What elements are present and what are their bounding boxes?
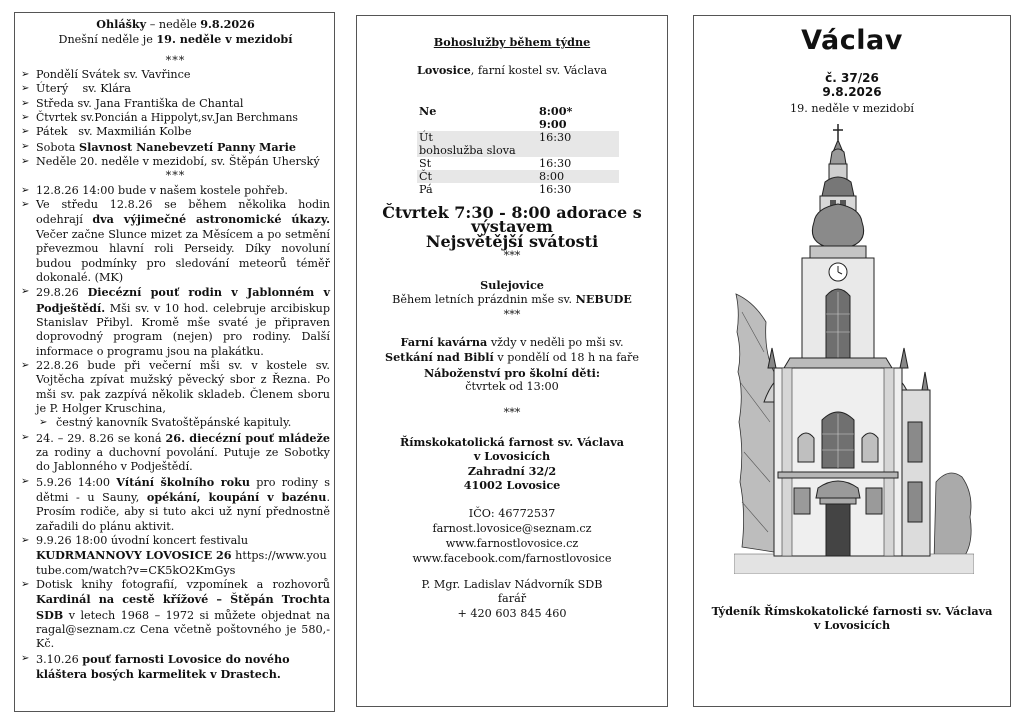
email-link[interactable]: farnost.lovosice@seznam.cz <box>432 522 592 535</box>
ico: IČO: 46772537 <box>468 507 556 520</box>
schedule-time: 8:00* <box>539 104 573 118</box>
schedule-time: 16:30 <box>537 131 619 144</box>
facebook-link[interactable]: www.facebook.com/farnostlovosice <box>412 552 612 565</box>
announcement-subitem: ➢ čestný kanovník Svatoštěpánské kapituly. <box>39 416 292 430</box>
services-heading: Bohoslužby během týdne <box>433 35 591 49</box>
announcement-item: ➢ Dotisk knihy fotografií, vzpomínek a rozhovorů Kardinál na cestě křížové – Štěpán Trochta SDB v letech 1968 – 1972 si můžete objednat na ragal@seznam.cz Cena včetně poštovného je 580,- Kč. <box>21 578 330 651</box>
website-link[interactable]: www.farnostlovosice.cz <box>445 537 579 550</box>
schedule-row <box>417 183 619 196</box>
schedule-day <box>417 118 537 131</box>
schedule-day: Čt <box>417 170 537 183</box>
schedule-row <box>417 170 619 183</box>
arrow-bullet-icon: ➢ <box>21 83 30 95</box>
announcements-panel <box>14 12 335 712</box>
announcement-item: ➢ 5.9.26 14:00 Vítání školního roku pro rodiny s dětmi - u Sauny, opékání, koupání v bazénu. Prosím rodiče, aby si tuto akci už nyní přednostně zařadili do plánu aktivit. <box>21 474 330 533</box>
announcement-item: ➢ 3.10.26 pouť farnosti Lovosice do nového kláštera bosých karmelitek v Drastech. <box>21 651 290 682</box>
arrow-bullet-icon: ➢ <box>21 184 30 196</box>
cover-panel <box>693 15 1011 707</box>
footer-line-1: Týdeník Římskokatolické farnosti sv. Václava <box>711 604 993 618</box>
week-item: ➢ Sobota Slavnost Nanebevzetí Panny Marie <box>21 139 296 154</box>
arrow-bullet-icon: ➢ <box>21 156 30 168</box>
parish-contacts <box>357 506 667 566</box>
week-item: ➢ Úterý sv. Klára <box>21 82 131 96</box>
services-location: Lovosice, farní kostel sv. Václava <box>417 63 607 77</box>
schedule-row <box>417 118 619 131</box>
schedule-time: 8:00 <box>537 170 619 183</box>
church-illustration <box>734 122 974 574</box>
announcement-item: ➢ 22.8.26 bude při večerní mši sv. v kostele sv. Vojtěcha zpívat mužský pěvecký sbor z Řezna. Po mši sv. pak zazpívá několik skladeb. Členem sboru je P. Holger Kruschina, <box>21 358 330 415</box>
activities-section: Farní kavárna vždy v neděli po mši sv. Setkání nad Biblí v pondělí od 18 h na faře Náboženství pro školní děti: čtvrtek od 13:00 <box>384 335 640 394</box>
arrow-bullet-icon: ➢ <box>21 535 30 547</box>
week-item: ➢ Středa sv. Jana Františka de Chantal <box>21 96 244 110</box>
schedule-day: bohoslužba slova <box>417 144 537 157</box>
schedule-row <box>417 105 619 118</box>
sulejovice-section: Sulejovice Během letních prázdnin mše sv. NEBUDE *** <box>392 278 632 321</box>
adoration-note: Čtvrtek 7:30 - 8:00 adorace s výstavem Nejsvětější svátosti <box>382 203 642 251</box>
bulletin-title: Václav <box>801 25 903 56</box>
schedule-time: 16:30 <box>539 183 572 196</box>
announcement-item: ➢ 9.9.26 18:00 úvodní koncert festivalu KUDRMANNOVY LOVOSICE 26 https://www.youtube.com/watch?v=CK5kO2KmGys <box>21 534 327 577</box>
schedule-time: 16:30 <box>539 157 572 170</box>
arrow-bullet-icon: ➢ <box>21 359 30 371</box>
youtube-link[interactable]: https://www.youtube.com/watch?v=CK5kO2KmGys <box>36 549 327 577</box>
schedule-day: St <box>419 157 432 170</box>
schedule-day: Út <box>417 131 537 144</box>
arrow-bullet-icon: ➢ <box>21 475 30 487</box>
announcement-item: ➢ 29.8.26 Diecézní pouť rodin v Jablonném v Podještědí. Mši sv. v 10 hod. celebruje arcibiskup Stanislav Přibyl. Kromě mše svaté je připraven doprovodný program (nejen) pro rodiny. Další informace o programu jsou na plakátku. <box>21 285 330 358</box>
footer-line-2: v Lovosicích <box>813 618 891 632</box>
schedule-row <box>417 131 619 144</box>
issue-date: 9.8.2026 <box>822 85 882 99</box>
arrow-bullet-icon: ➢ <box>21 112 30 124</box>
current-sunday: Dnešní neděle je 19. neděle v mezidobí <box>58 32 293 47</box>
priest-info: P. Mgr. Ladislav Nádvorník SDB farář + 420 603 845 460 <box>357 578 667 621</box>
week-item: ➢ Pondělí Svátek sv. Vavřince <box>21 68 191 82</box>
phone-number: + 420 603 845 460 <box>457 606 567 620</box>
schedule-row <box>417 157 619 170</box>
announcements-header: Ohlášky – neděle 9.8.2026 <box>96 17 255 31</box>
parish-address: Římskokatolická farnost sv. Václava v Lovosicích Zahradní 32/2 41002 Lovosice <box>399 435 625 493</box>
arrow-bullet-icon: ➢ <box>21 69 30 81</box>
arrow-bullet-icon: ➢ <box>21 286 30 298</box>
announcement-item: ➢ Ve středu 12.8.26 se během několika hodin odehrají dva výjimečné astronomické úkazy. Večer začne Slunce mizet za Měsícem a po setmění převezmou hlavní roli Perseidy. Díky novoluní budou podmínky pro sledování meteorů téměř dokonalé. (MK) <box>21 198 331 284</box>
arrow-bullet-icon: ➢ <box>21 652 30 664</box>
schedule-time: 9:00 <box>539 117 567 131</box>
announcement-item: ➢ 24. – 29. 8.26 se koná 26. diecézní pouť mládeže za rodiny a duchovní povolání. Putuje ze Sobotky do Jablonného v Podještědí. <box>21 430 330 474</box>
arrow-bullet-icon: ➢ <box>21 199 30 211</box>
schedule-day: Pá <box>419 183 433 196</box>
issue-sunday: 19. neděle v mezidobí <box>790 102 914 115</box>
arrow-bullet-icon: ➢ <box>21 126 30 138</box>
week-item: ➢ Čtvrtek sv.Poncián a Hippolyt,sv.Jan Berchmans <box>21 111 298 125</box>
schedule-time <box>537 144 619 157</box>
separator-stars: *** <box>503 249 521 262</box>
issue-number: č. 37/26 <box>825 71 879 85</box>
arrow-bullet-icon: ➢ <box>21 97 30 109</box>
arrow-bullet-icon: ➢ <box>39 417 48 429</box>
schedule-table <box>417 105 619 196</box>
schedule-row <box>417 144 619 157</box>
arrow-bullet-icon: ➢ <box>21 140 30 152</box>
separator-stars: *** <box>165 169 186 183</box>
announcement-item: ➢ 12.8.26 14:00 bude v našem kostele pohřeb. <box>21 183 288 197</box>
week-item: ➢ Neděle 20. neděle v mezidobí, sv. Štěpán Uherský <box>21 155 320 169</box>
arrow-bullet-icon: ➢ <box>21 431 30 443</box>
schedule-day: Ne <box>419 104 437 118</box>
week-item: ➢ Pátek sv. Maxmilián Kolbe <box>21 125 192 139</box>
separator-stars: *** <box>165 53 186 67</box>
separator-stars: *** <box>503 406 521 419</box>
arrow-bullet-icon: ➢ <box>21 579 30 591</box>
services-panel <box>356 15 668 707</box>
announcements-content <box>21 17 330 682</box>
